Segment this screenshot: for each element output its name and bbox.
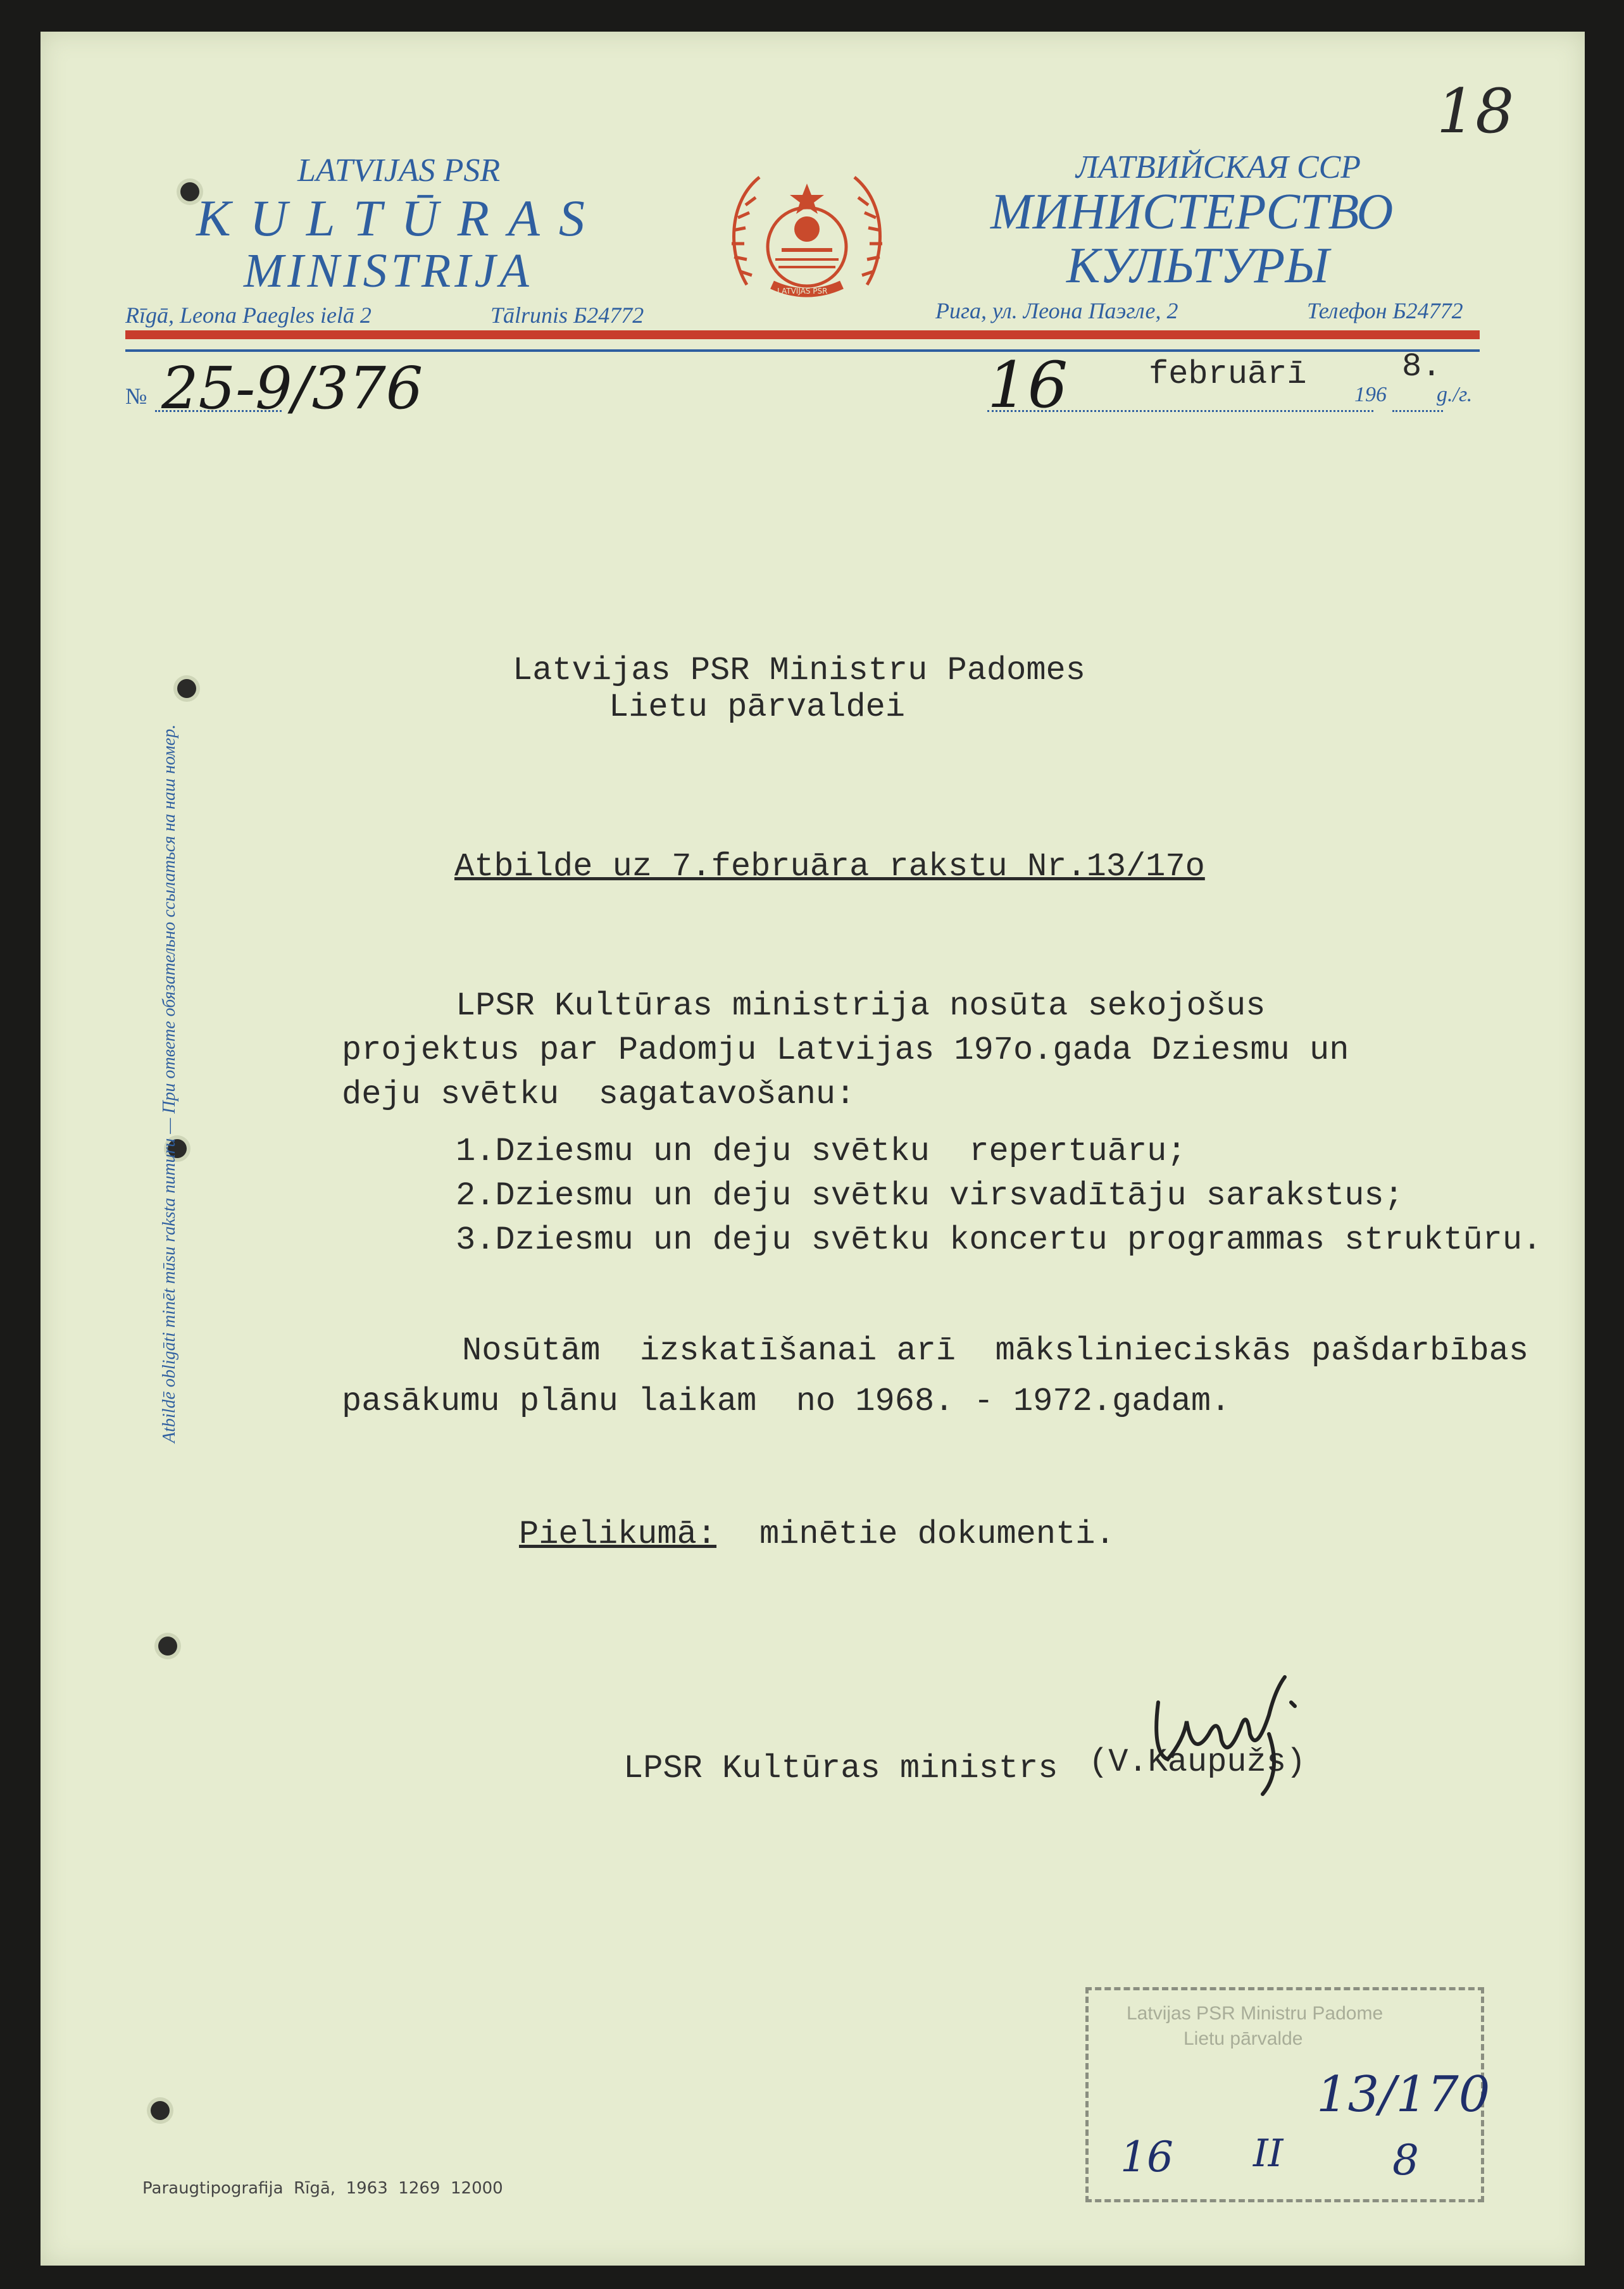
year-label: g./г. [1437, 383, 1473, 406]
date-month: februārī [1149, 356, 1307, 393]
printer-imprint: Paraugtipografija Rīgā, 1963 1269 12000 [142, 2179, 503, 2198]
list-item: 3.Dziesmu un deju svētku koncertu programmas struktūru. [456, 1221, 1542, 1259]
ru-address: Рига, ул. Леона Паэгле, 2 [935, 298, 1178, 323]
body-para1-line3: deju svētku sagatavošanu: [342, 1076, 856, 1113]
recipient-line2: Lietu pārvaldei [609, 689, 906, 726]
stamp-line1: Latvijas PSR Ministru Padome [1127, 2003, 1384, 2024]
stamp-hand-month: II [1253, 2131, 1284, 2176]
ru-title-large: МИНИСТЕРСТВО [990, 184, 1394, 240]
year-line [1392, 410, 1443, 412]
date-line [987, 410, 1373, 412]
lv-title-large: KULTŪRAS [196, 189, 604, 247]
page-number: 18 [1437, 76, 1515, 147]
attachment-text: minētie dokumenti. [759, 1516, 1115, 1553]
punch-hole [158, 1637, 177, 1656]
stamp-hand-year: 8 [1392, 2136, 1419, 2185]
ref-number-label: № [125, 384, 147, 409]
header-rule-blue [125, 349, 1480, 352]
lv-title-large2: MINISTRIJA [244, 244, 533, 297]
year-prefix: 196 [1354, 383, 1387, 406]
body-para1-line2: projektus par Padomju Latvijas 197o.gada Dziesmu un [342, 1032, 1349, 1069]
date-day: 16 [987, 348, 1068, 422]
subject: Atbilde uz 7.februāra rakstu Nr.13/17o [454, 848, 1205, 885]
signatory-name: (V.Kaupužs) [1089, 1743, 1306, 1781]
punch-hole [151, 2101, 170, 2120]
side-note: Atbildē obligāti minēt mūsu raksta numuru — При ответе обязательно ссылаться на наш номер. [159, 724, 179, 1443]
lv-phone: Tālrunis Б24772 [490, 302, 644, 328]
ru-phone: Телефон Б24772 [1307, 298, 1463, 323]
lv-title-small: LATVIJAS PSR [297, 153, 501, 189]
ref-number-value: 25-9/376 [161, 354, 423, 422]
attachment-label: Pielikumā: [519, 1516, 717, 1553]
lv-address: Rīgā, Leona Paegles ielā 2 [125, 302, 372, 328]
header-rule-red [125, 330, 1480, 339]
year-suffix: 8. [1402, 348, 1442, 385]
stamp-hand-day: 16 [1120, 2133, 1173, 2181]
handwritten-signature [1133, 1664, 1323, 1804]
emblem-ribbon-text: LATVIJAS PSR [777, 287, 828, 296]
ru-title-large2: КУЛЬТУРЫ [1066, 238, 1329, 294]
stamp-line2: Lietu pārvalde [1184, 2028, 1303, 2049]
ru-title-small: ЛАТВИЙСКАЯ ССР [1076, 149, 1361, 185]
list-item: 1.Dziesmu un deju svētku repertuāru; [456, 1133, 1187, 1170]
body-para1-line1: LPSR Kultūras ministrija nosūta sekojošus [456, 987, 1266, 1025]
body-para2-line2: pasākumu plānu laikam no 1968. - 1972.gadam. [342, 1383, 1231, 1420]
body-para2-line1: Nosūtām izskatīšanai arī mākslinieciskās pašdarbības [462, 1332, 1529, 1369]
recipient-line1: Latvijas PSR Ministru Padomes [513, 652, 1085, 689]
signatory-title: LPSR Kultūras ministrs [623, 1750, 1058, 1787]
punch-hole [177, 679, 196, 698]
list-item: 2.Dziesmu un deju svētku virsvadītāju sarakstus; [456, 1177, 1404, 1214]
stamp-hand-number: 13/170 [1316, 2066, 1490, 2123]
